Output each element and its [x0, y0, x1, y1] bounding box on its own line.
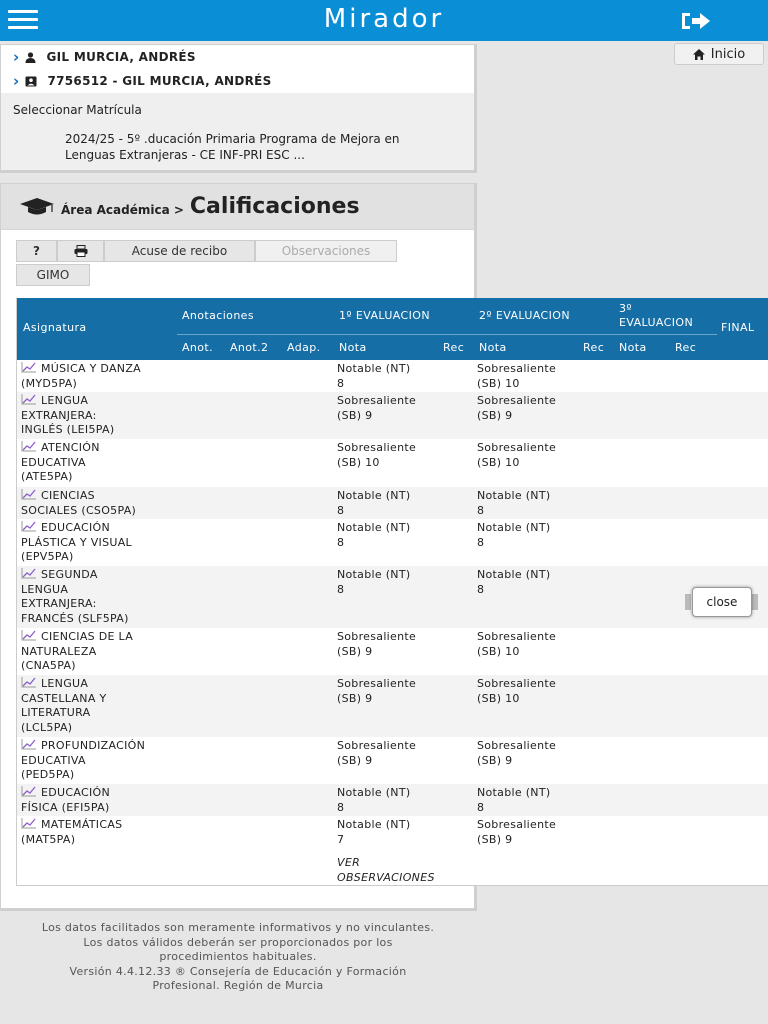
subject-line [21, 423, 171, 438]
footer-line-1: Los datos facilitados son meramente informativos y no vinculantes. [41, 921, 435, 934]
eval1-grade-line: (SB) 9 [337, 408, 373, 422]
eval1-grade-cell [337, 677, 467, 706]
line-chart-icon [21, 677, 36, 688]
subject-text: LENGUA [21, 582, 69, 596]
col-eval1: 1º EVALUACION [339, 309, 430, 322]
eval2-grade-cell [477, 630, 607, 659]
eval2-grade-cell [477, 818, 607, 847]
select-matricula-label: Seleccionar Matrícula [1, 93, 474, 125]
subject-text: EXTRANJERA: [21, 408, 97, 422]
subject-text: MATEMÁTICAS [41, 818, 123, 831]
subject-line [21, 786, 171, 801]
line-chart-icon [21, 818, 36, 829]
breadcrumb-area: Área Académica > [61, 202, 184, 217]
subject-text: NATURALEZA [21, 644, 97, 658]
eval2-grade-line: (SB) 10 [477, 455, 520, 469]
subject-text: EDUCATIVA [21, 455, 86, 469]
eval1-grade-line: Notable (NT) [337, 521, 411, 534]
eval1-grade-line: 8 [337, 800, 345, 814]
eval1-grade-line: Notable (NT) [337, 568, 411, 581]
eval2-grade-line: (SB) 10 [477, 691, 520, 705]
subject-line [21, 456, 171, 471]
eval2-grade-cell [477, 489, 607, 518]
subject-line [21, 550, 171, 565]
eval2-grade-line: (SB) 9 [477, 408, 513, 422]
subject-line [21, 721, 171, 736]
eval1-grade-line: 8 [337, 582, 345, 596]
subject-text: FRANCÉS (SLF5PA) [21, 611, 129, 625]
eval2-grade-line: Sobresaliente [477, 739, 557, 752]
subject-text: ATENCIÓN [41, 441, 100, 454]
eval1-grade-cell [337, 441, 467, 470]
subject-line [21, 692, 171, 707]
col-asignatura: Asignatura [23, 321, 87, 334]
acuse-recibo-button[interactable]: Acuse de recibo [104, 240, 255, 262]
subject-cell[interactable] [21, 786, 171, 815]
line-chart-icon [21, 568, 36, 579]
eval1-grade-line: Notable (NT) [337, 362, 411, 375]
subject-line [21, 677, 171, 692]
eval2-grade-line: 8 [477, 582, 485, 596]
line-chart-icon [21, 786, 36, 797]
eval1-grade-cell [337, 818, 467, 847]
subject-text: PROFUNDIZACIÓN [41, 739, 146, 752]
eval2-grade-line: 8 [477, 535, 485, 549]
col-anot2: Anot.2 [230, 341, 269, 354]
close-button[interactable]: close [692, 587, 752, 617]
eval1-grade-line: Notable (NT) [337, 786, 411, 799]
eval1-grade-cell [337, 489, 467, 518]
col-anot: Anot. [182, 341, 214, 354]
line-chart-icon [21, 362, 36, 373]
col-eval3-line1: 3º [619, 302, 632, 315]
close-tab-left [685, 594, 691, 610]
footer [0, 921, 476, 994]
eval2-grade-line: (SB) 10 [477, 644, 520, 658]
header-divider [177, 334, 717, 335]
subject-text: (MAT5PA) [21, 832, 76, 846]
table-row [17, 784, 768, 816]
subject-text: LENGUA [41, 677, 89, 690]
subject-text: MÚSICA Y DANZA [41, 362, 141, 375]
matricula-line-2: Lenguas Extranjeras - CE INF-PRI ESC ... [65, 148, 305, 162]
eval1-grade-line: Notable (NT) [337, 489, 411, 502]
chevron-right-icon: › [13, 48, 20, 66]
subject-cell[interactable] [21, 521, 171, 565]
subject-line [21, 583, 171, 598]
eval1-grade-cell [337, 568, 467, 597]
student-id-row[interactable] [1, 69, 474, 93]
ver-observaciones-link[interactable] [337, 856, 435, 885]
subject-line [21, 706, 171, 721]
eval2-grade-cell [477, 441, 607, 470]
subject-line [21, 659, 171, 674]
eval1-grade-line: (SB) 9 [337, 644, 373, 658]
section-heading [1, 184, 474, 230]
subject-line [21, 568, 171, 583]
col-rec1: Rec [443, 341, 465, 354]
subject-cell[interactable] [21, 630, 171, 674]
subject-text: EDUCATIVA [21, 753, 86, 767]
eval1-grade-cell [337, 362, 467, 391]
eval2-grade-line: Sobresaliente [477, 818, 557, 831]
subject-text: INGLÉS (LEI5PA) [21, 423, 115, 437]
eval1-grade-line: (SB) 10 [337, 455, 380, 469]
subject-line [21, 441, 171, 456]
subject-text: (LCL5PA) [21, 720, 73, 734]
col-nota1: Nota [339, 341, 367, 354]
subject-cell[interactable] [21, 677, 171, 735]
subject-line [21, 536, 171, 551]
subject-line [21, 470, 171, 485]
eval1-grade-line: Notable (NT) [337, 818, 411, 831]
observaciones-button[interactable]: Observaciones [255, 240, 397, 262]
subject-line [21, 377, 171, 392]
eval1-grade-line: Sobresaliente [337, 630, 417, 643]
subject-text: SOCIALES (CSO5PA) [21, 503, 137, 517]
subject-line [21, 739, 171, 754]
table-row [17, 519, 768, 566]
eval2-grade-cell [477, 786, 607, 815]
subject-cell[interactable] [21, 441, 171, 485]
eval1-grade-line: 8 [337, 503, 345, 517]
footer-line-4: Versión 4.4.12.33 ® Consejería de Educación y Formación [69, 964, 407, 978]
subject-cell[interactable] [21, 394, 171, 438]
table-row [17, 628, 768, 675]
student-name-row[interactable] [1, 45, 474, 69]
id-card-icon [25, 76, 37, 87]
eval2-grade-line: (SB) 10 [477, 376, 520, 390]
subject-cell[interactable] [21, 739, 171, 783]
table-row [17, 439, 768, 487]
eval2-grade-cell [477, 394, 607, 423]
subject-line [21, 754, 171, 769]
subject-text: EXTRANJERA: [21, 597, 97, 611]
subject-text: CASTELLANA Y [21, 691, 107, 705]
eval2-grade-line: Sobresaliente [477, 677, 557, 690]
line-chart-icon [21, 739, 36, 750]
eval2-grade-cell [477, 362, 607, 391]
user-icon [25, 52, 36, 63]
eval2-grade-line: Sobresaliente [477, 441, 557, 454]
logout-icon[interactable] [680, 11, 712, 31]
subject-text: SEGUNDA [41, 568, 98, 581]
eval1-grade-cell [337, 739, 467, 768]
eval1-grade-line: Sobresaliente [337, 394, 417, 407]
graduation-cap-icon [19, 197, 55, 217]
footer-line-3: procedimientos habituales. [159, 950, 317, 964]
subject-text: CIENCIAS DE LA [41, 630, 134, 643]
col-anotaciones: Anotaciones [182, 309, 254, 322]
eval1-grade-line: (SB) 9 [337, 691, 373, 705]
eval1-grade-line: Sobresaliente [337, 739, 417, 752]
subject-text: FÍSICA (EFI5PA) [21, 800, 110, 814]
eval2-grade-line: Notable (NT) [477, 521, 551, 534]
subject-line [21, 768, 171, 783]
eval2-grade-cell [477, 677, 607, 706]
page-title: Calificaciones [189, 194, 360, 219]
table-row [17, 566, 768, 628]
eval2-grade-line: Notable (NT) [477, 568, 551, 581]
help-button[interactable]: ? [16, 240, 57, 262]
subject-text: (EPV5PA) [21, 550, 74, 564]
student-panel [0, 44, 477, 173]
gimo-button[interactable]: GIMO [16, 264, 90, 286]
printer-icon [74, 245, 88, 257]
close-tab-right [752, 594, 758, 610]
subject-line [21, 801, 171, 816]
matricula-selector[interactable] [1, 125, 474, 163]
subject-line [21, 521, 171, 536]
subject-text: LENGUA [41, 394, 89, 407]
subject-line [21, 409, 171, 424]
ver-observaciones-line-2: OBSERVACIONES [337, 870, 435, 884]
subject-line [21, 645, 171, 660]
eval2-grade-line: Sobresaliente [477, 630, 557, 643]
subject-cell[interactable] [21, 362, 171, 391]
eval1-grade-cell [337, 786, 467, 815]
eval2-grade-line: Sobresaliente [477, 362, 557, 375]
eval1-grade-line: 7 [337, 832, 345, 846]
col-eval2: 2º EVALUACION [479, 309, 570, 322]
line-chart-icon [21, 489, 36, 500]
table-row [17, 675, 768, 737]
student-id: 7756512 - GIL MURCIA, ANDRÉS [47, 74, 272, 88]
col-nota3: Nota [619, 341, 647, 354]
footer-line-2: Los datos válidos deberán ser proporcionados por los [83, 935, 393, 949]
subject-line [21, 504, 171, 519]
line-chart-icon [21, 521, 36, 532]
inicio-button[interactable] [674, 43, 764, 65]
eval1-grade-cell [337, 521, 467, 550]
table-row [17, 392, 768, 439]
table-row [17, 487, 768, 519]
eval2-grade-line: Notable (NT) [477, 489, 551, 502]
inicio-label: Inicio [710, 46, 746, 62]
col-final: FINAL [721, 321, 755, 334]
eval1-grade-line: 8 [337, 376, 345, 390]
col-adap: Adap. [287, 341, 321, 354]
col-eval3-line2: EVALUACION [619, 316, 694, 329]
eval2-grade-line: (SB) 9 [477, 832, 513, 846]
subject-text: (PED5PA) [21, 768, 75, 782]
line-chart-icon [21, 441, 36, 452]
eval2-grade-line: (SB) 9 [477, 753, 513, 767]
subject-line [21, 394, 171, 409]
home-icon [693, 49, 705, 60]
subject-cell[interactable] [21, 818, 171, 847]
eval2-grade-cell [477, 568, 607, 597]
subject-line [21, 489, 171, 504]
footer-line-5: Profesional. Región de Murcia [152, 979, 324, 993]
eval1-grade-line: Sobresaliente [337, 441, 417, 454]
table-row [17, 360, 768, 392]
subject-text: EDUCACIÓN [41, 521, 110, 534]
eval1-grade-line: 8 [337, 535, 345, 549]
subject-cell[interactable] [21, 489, 171, 518]
eval1-grade-line: Sobresaliente [337, 677, 417, 690]
eval1-grade-line: (SB) 9 [337, 753, 373, 767]
subject-line [21, 833, 171, 848]
table-header [17, 298, 768, 360]
eval2-grade-line: Sobresaliente [477, 394, 557, 407]
student-name: GIL MURCIA, ANDRÉS [46, 50, 196, 64]
table-row [17, 737, 768, 784]
matricula-line-1: 2024/25 - 5º .ducación Primaria Programa de Mejora en [65, 132, 400, 146]
app-title: Mirador [323, 4, 445, 34]
eval2-grade-line: Notable (NT) [477, 786, 551, 799]
subject-text: (MYD5PA) [21, 376, 78, 390]
subject-cell[interactable] [21, 568, 171, 626]
subject-text: PLÁSTICA Y VISUAL [21, 535, 132, 549]
eval2-grade-cell [477, 739, 607, 768]
subject-line [21, 362, 171, 377]
eval2-grade-line: 8 [477, 503, 485, 517]
subject-text: (CNA5PA) [21, 659, 76, 673]
subject-text: CIENCIAS [41, 489, 95, 502]
line-chart-icon [21, 394, 36, 405]
eval2-grade-line: 8 [477, 800, 485, 814]
col-rec2: Rec [583, 341, 605, 354]
print-button[interactable] [57, 240, 104, 262]
chevron-right-icon: › [13, 72, 20, 90]
ver-observaciones-line-1: VER [337, 856, 361, 869]
col-rec3: Rec [675, 341, 697, 354]
line-chart-icon [21, 630, 36, 641]
subject-line [21, 612, 171, 627]
subject-text: EDUCACIÓN [41, 786, 110, 799]
eval2-grade-cell [477, 521, 607, 550]
subject-text: LITERATURA [21, 706, 91, 720]
col-nota2: Nota [479, 341, 507, 354]
eval1-grade-cell [337, 630, 467, 659]
eval1-grade-cell [337, 394, 467, 423]
subject-line [21, 597, 171, 612]
subject-line [21, 630, 171, 645]
top-bar [0, 0, 768, 41]
grades-table [16, 298, 768, 886]
subject-text: (ATE5PA) [21, 470, 73, 484]
subject-line [21, 818, 171, 833]
